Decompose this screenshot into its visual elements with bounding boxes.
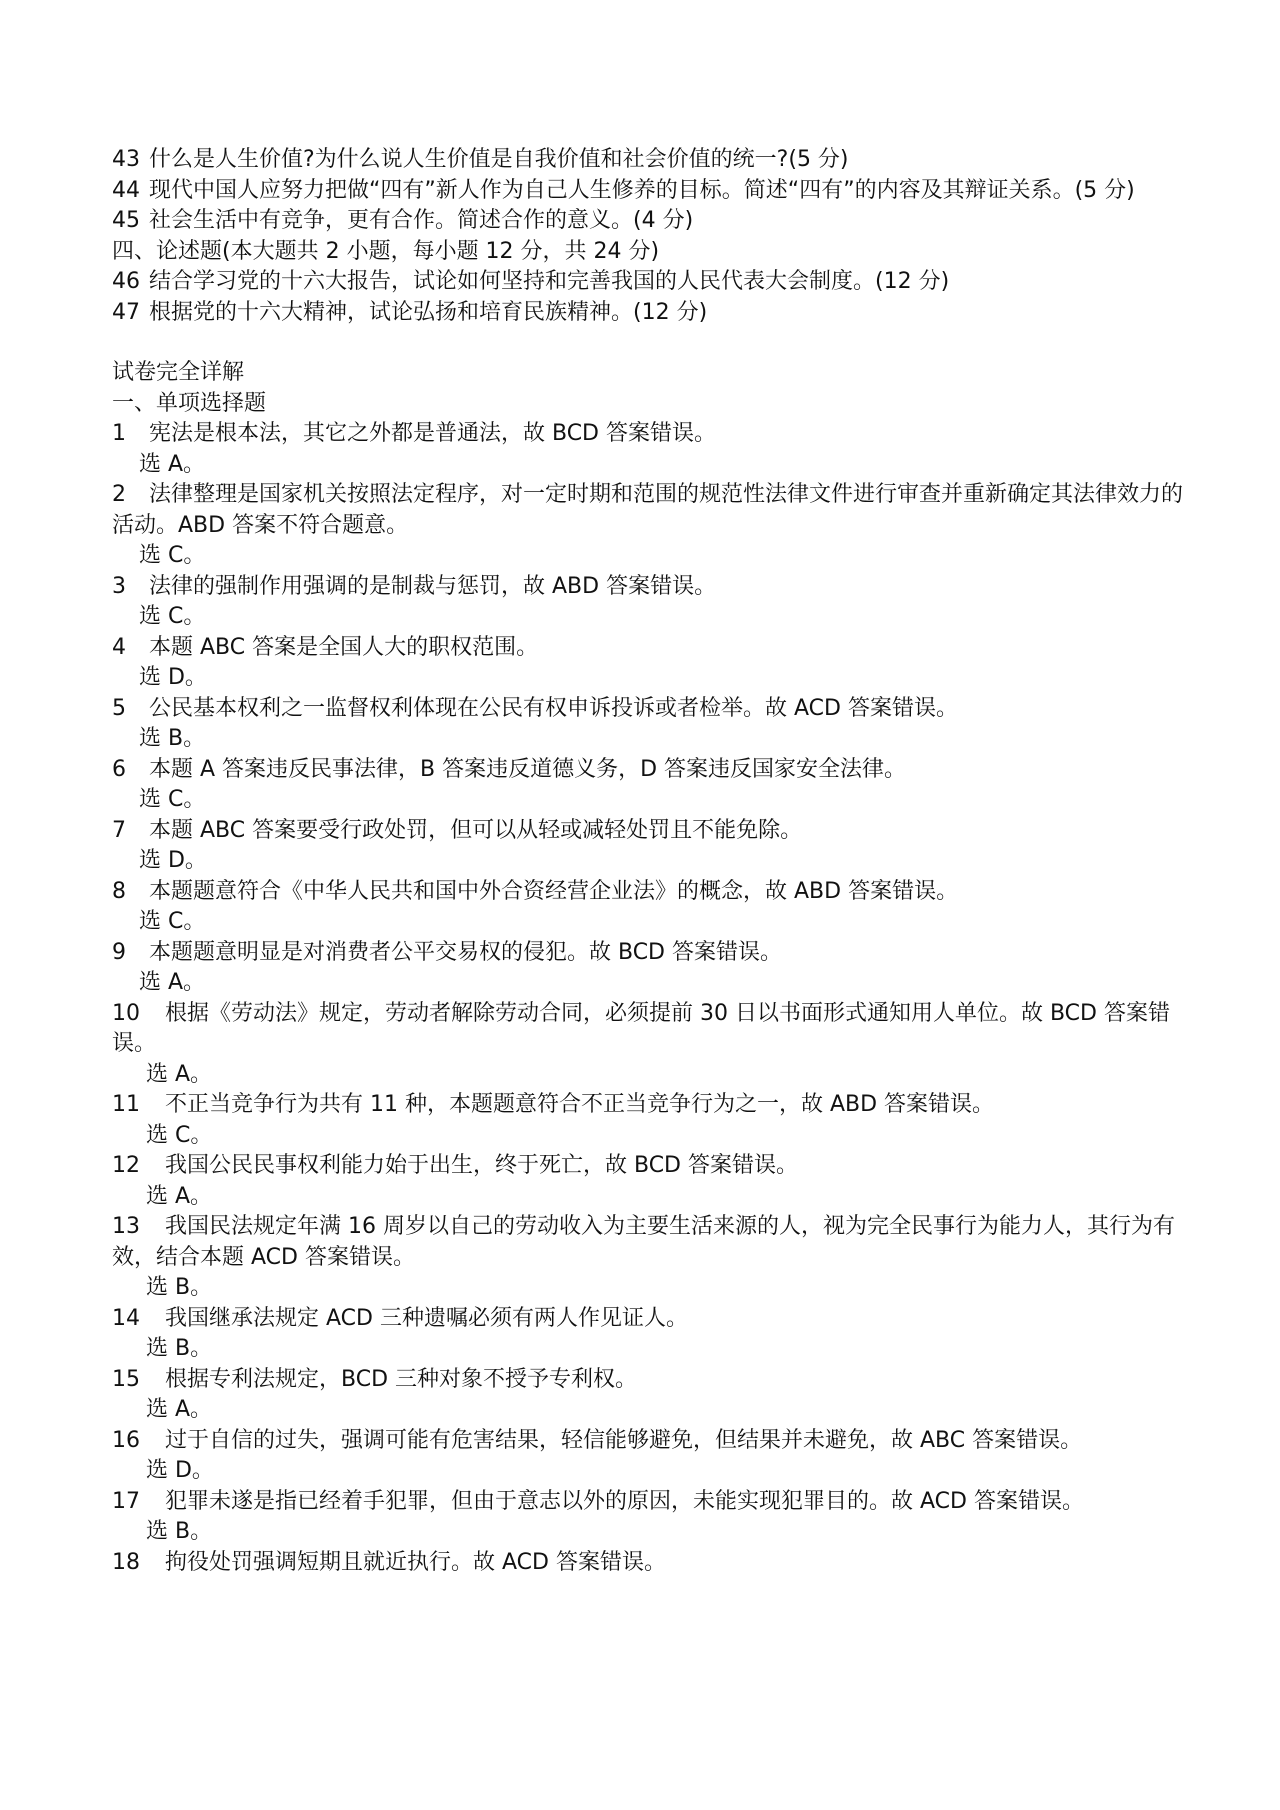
answer-explanation: 法律的强制作用强调的是制裁与惩罚，故 ABD 答案错误。 <box>149 573 717 599</box>
answer-choice: 选 C。 <box>139 909 206 934</box>
answer-number: 14 <box>112 1305 140 1331</box>
question-44 <box>112 176 1184 207</box>
answer-item <box>112 572 1184 603</box>
answer-number: 8 <box>112 878 126 904</box>
question-47 <box>112 298 1184 329</box>
answer-choice: 选 A。 <box>146 1397 213 1422</box>
answer-number: 4 <box>112 634 126 660</box>
question-text: 结合学习党的十六大报告，试论如何坚持和完善我国的人民代表大会制度。(12 分) <box>149 269 950 294</box>
question-number: 44 <box>112 177 140 203</box>
answer-explanation: 我国公民民事权利能力始于出生，终于死亡，故 BCD 答案错误。 <box>165 1153 798 1178</box>
answer-explanation: 犯罪未遂是指已经着手犯罪，但由于意志以外的原因，未能实现犯罪目的。故 ACD 答案错误。 <box>165 1488 1084 1514</box>
answer-number: 10 <box>112 1000 140 1026</box>
answer-explanation: 我国民法规定年满 16 周岁以自己的劳动收入为主要生活来源的人，视为完全民事行为能力人，其行为有效，结合本题 ACD 答案错误。 <box>112 1214 1175 1270</box>
answer-explanation: 宪法是根本法，其它之外都是普通法，故 BCD 答案错误。 <box>149 421 716 446</box>
answer-number: 12 <box>112 1153 140 1178</box>
answer-item <box>112 480 1184 541</box>
question-45 <box>112 206 1184 237</box>
question-text: 根据党的十六大精神，试论弘扬和培育民族精神。(12 分) <box>149 299 708 325</box>
question-text: 社会生活中有竞争，更有合作。简述合作的意义。(4 分) <box>149 208 694 233</box>
answer-explanation: 过于自信的过失，强调可能有危害结果，轻信能够避免，但结果并未避免，故 ABC 答案错误。 <box>165 1427 1083 1453</box>
answer-explanation: 根据《劳动法》规定，劳动者解除劳动合同，必须提前 30 日以书面形式通知用人单位。故 BCD 答案错误。 <box>112 1000 1170 1056</box>
answer-choice: 选 B。 <box>146 1336 213 1361</box>
answer-item <box>112 999 1184 1060</box>
answer-choice: 选 A。 <box>146 1183 213 1209</box>
answer-choice: 选 C。 <box>139 604 206 629</box>
answer-number: 2 <box>112 482 126 507</box>
answer-choice: 选 B。 <box>139 726 206 751</box>
question-number: 47 <box>112 299 140 325</box>
answer-number: 15 <box>112 1366 140 1392</box>
answer-explanation: 本题题意明显是对消费者公平交易权的侵犯。故 BCD 答案错误。 <box>149 939 782 965</box>
answer-choice: 选 B。 <box>146 1275 213 1300</box>
answer-number: 18 <box>112 1549 140 1575</box>
question-number: 46 <box>112 269 140 294</box>
answer-choice: 选 C。 <box>139 543 206 568</box>
answer-number: 11 <box>112 1092 140 1117</box>
question-number: 43 <box>112 147 140 172</box>
answer-choice: 选 A。 <box>146 1061 213 1087</box>
section-heading-single-choice: 一、单项选择题 <box>112 390 267 416</box>
answer-choice: 选 D。 <box>139 665 207 690</box>
question-number: 45 <box>112 208 140 233</box>
answer-list <box>112 419 1184 1578</box>
answer-item <box>112 1365 1184 1396</box>
question-43 <box>112 145 1184 176</box>
answer-item <box>112 1151 1184 1182</box>
question-text: 现代中国人应努力把做“四有”新人作为自己人生修养的目标。简述“四有”的内容及其辩证关系。(5 分) <box>149 177 1135 203</box>
answer-item <box>112 877 1184 908</box>
answer-item <box>112 633 1184 664</box>
answer-choice: 选 A。 <box>139 970 206 995</box>
question-text: 什么是人生价值?为什么说人生价值是自我价值和社会价值的统一?(5 分) <box>149 147 849 172</box>
answer-number: 3 <box>112 573 126 599</box>
answer-number: 16 <box>112 1427 140 1453</box>
answer-item <box>112 1212 1184 1273</box>
answer-explanation: 本题 ABC 答案是全国人大的职权范围。 <box>149 634 539 660</box>
answer-explanation: 公民基本权利之一监督权利体现在公民有权申诉投诉或者检举。故 ACD 答案错误。 <box>149 695 958 721</box>
answer-number: 6 <box>112 756 126 782</box>
answer-item <box>112 816 1184 847</box>
answer-number: 13 <box>112 1214 140 1239</box>
section-heading-essay: 四、论述题(本大题共 2 小题，每小题 12 分，共 24 分) <box>112 238 660 264</box>
answer-explanation: 本题题意符合《中华人民共和国中外合资经营企业法》的概念，故 ABD 答案错误。 <box>149 878 959 904</box>
answer-number: 7 <box>112 817 126 843</box>
answer-explanation: 法律整理是国家机关按照法定程序，对一定时期和范围的规范性法律文件进行审查并重新确定其法律效力的活动。ABD 答案不符合题意。 <box>112 482 1184 538</box>
answer-explanation: 不正当竞争行为共有 11 种，本题题意符合不正当竞争行为之一，故 ABD 答案错误。 <box>165 1092 995 1117</box>
answer-explanation: 本题 ABC 答案要受行政处罚，但可以从轻或减轻处罚且不能免除。 <box>149 817 803 843</box>
answer-number: 5 <box>112 695 126 721</box>
answer-choice: 选 C。 <box>139 787 206 812</box>
answer-choice: 选 D。 <box>139 848 207 873</box>
answer-item <box>112 1426 1184 1457</box>
answer-choice: 选 D。 <box>146 1458 214 1483</box>
answer-item <box>112 938 1184 969</box>
answer-item <box>112 1548 1184 1579</box>
answer-item <box>112 755 1184 786</box>
answer-explanation: 本题 A 答案违反民事法律，B 答案违反道德义务，D 答案违反国家安全法律。 <box>149 756 907 782</box>
answer-number: 9 <box>112 939 126 965</box>
explain-title: 试卷完全详解 <box>112 360 245 385</box>
answer-choice: 选 A。 <box>139 451 206 477</box>
answer-number: 1 <box>112 421 126 446</box>
answer-choice: 选 B。 <box>146 1519 213 1544</box>
question-46 <box>112 267 1184 298</box>
answer-item <box>112 1487 1184 1518</box>
answer-choice: 选 C。 <box>146 1122 213 1148</box>
answer-item <box>112 419 1184 450</box>
answer-explanation: 我国继承法规定 ACD 三种遗嘱必须有两人作见证人。 <box>165 1305 688 1331</box>
answer-explanation: 根据专利法规定，BCD 三种对象不授予专利权。 <box>165 1366 638 1392</box>
answer-item <box>112 1304 1184 1335</box>
answer-explanation: 拘役处罚强调短期且就近执行。故 ACD 答案错误。 <box>165 1549 666 1575</box>
answer-number: 17 <box>112 1488 140 1514</box>
answer-item <box>112 1090 1184 1121</box>
document-page <box>112 145 1184 1578</box>
spacer <box>112 328 1184 358</box>
answer-item <box>112 694 1184 725</box>
